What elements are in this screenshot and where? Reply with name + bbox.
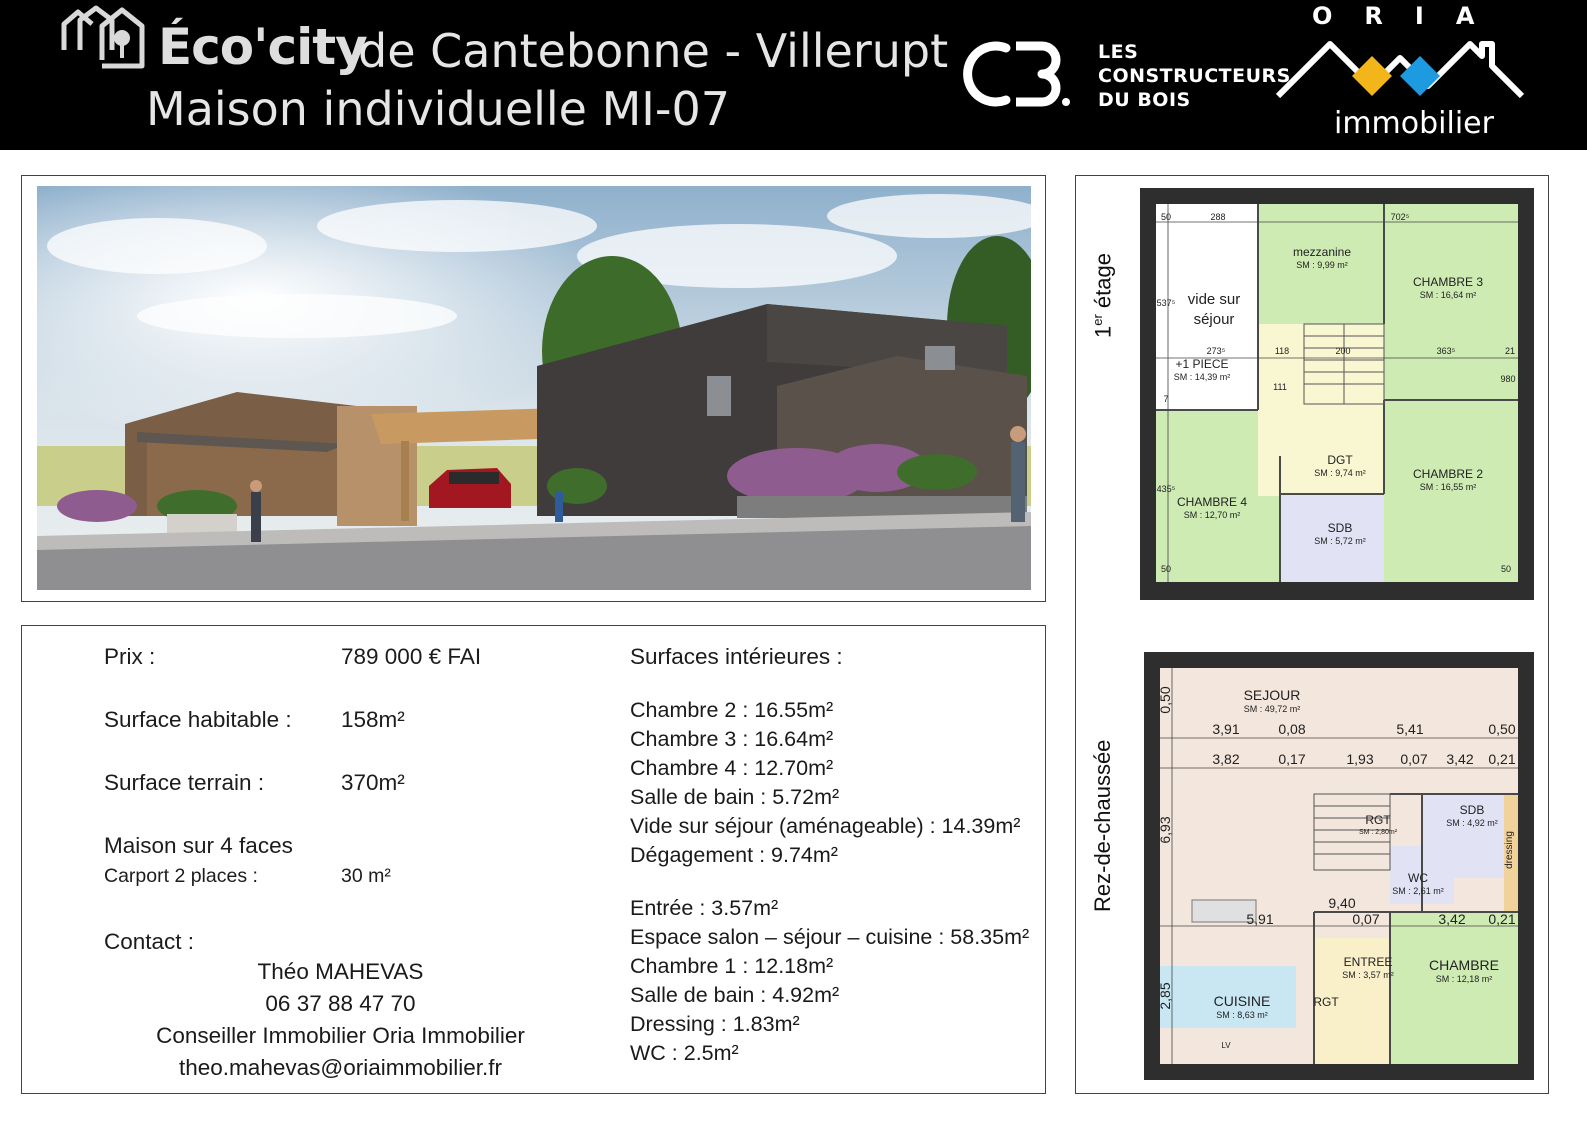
room-cuisine-sm: SM : 8,63 m² [1216, 1010, 1268, 1020]
room-mezzanine: mezzanine [1292, 245, 1352, 259]
house-type: Maison sur 4 faces [104, 833, 293, 858]
dim-upper-4: 537⁵ [1156, 298, 1176, 308]
room-vide-1: vide sur [1187, 291, 1241, 308]
living-area-value: 158m² [341, 707, 405, 732]
dim-ground-6: 3,82 [1212, 751, 1240, 767]
surfaces-list [630, 696, 1029, 1068]
dim-ground-1: 0,50 [1157, 686, 1173, 714]
constructeurs-bois-text [1098, 40, 1291, 112]
room-sejour-sm: SM : 49,72 m² [1243, 704, 1301, 714]
carport-label: Carport 2 places : [104, 865, 258, 887]
dim-ground-11: 0,21 [1488, 751, 1516, 767]
constructeurs-bois-logo [958, 34, 1076, 114]
surface-ground-4: Salle de bain : 4.92m² [630, 983, 840, 1007]
surface-ground-5: Dressing : 1.83m² [630, 1012, 800, 1036]
room-entree: ENTREE [1343, 955, 1393, 969]
dim-ground-12: 6,93 [1157, 816, 1173, 844]
surface-ground-2: Espace salon – séjour – cuisine : 58.35m² [630, 925, 1030, 949]
room-sdb-upper-sm: SM : 5,72 m² [1314, 536, 1366, 546]
room-sdb-ground: SDB [1459, 803, 1485, 817]
oria-subtitle: immobilier [1334, 106, 1494, 141]
room-ch3-sm: SM : 16,64 m² [1419, 290, 1477, 300]
room-dgt-sm: SM : 9,74 m² [1314, 468, 1366, 478]
dim-ground-4: 5,41 [1396, 721, 1424, 737]
dim-ground-2: 3,91 [1212, 721, 1240, 737]
room-piece-sm: SM : 14,39 m² [1173, 372, 1231, 382]
house-title: Maison individuelle MI-07 [146, 82, 730, 136]
dim-upper-8: 363⁵ [1436, 346, 1456, 356]
dim-ground-10: 3,42 [1446, 751, 1474, 767]
dim-ground-13: 9,40 [1328, 895, 1356, 911]
surface-upper-6: Dégagement : 9.74m² [630, 843, 838, 867]
dim-ground-14: 5,91 [1246, 911, 1274, 927]
ground-floor-plan [1142, 650, 1536, 1082]
cb-line-1: LES [1098, 41, 1139, 63]
room-dgt: DGT [1327, 453, 1353, 467]
list-gap [630, 870, 1029, 894]
dim-upper-12: 7 [1163, 394, 1169, 404]
header-banner [0, 0, 1587, 150]
dim-ground-17: 0,21 [1488, 911, 1516, 927]
dim-upper-13: 435⁵ [1156, 484, 1176, 494]
info-panel [21, 625, 1046, 1094]
surfaces-title: Surfaces intérieures : [630, 644, 843, 669]
dim-upper-3: 702⁵ [1390, 212, 1410, 222]
room-vide-2: séjour [1193, 311, 1235, 328]
room-ch4-sm: SM : 12,70 m² [1183, 510, 1241, 520]
land-area-label: Surface terrain : [104, 770, 265, 795]
room-lv: LV [1221, 1041, 1231, 1050]
dim-upper-14: 50 [1160, 564, 1172, 574]
dim-upper-2: 288 [1210, 212, 1226, 222]
living-area-label: Surface habitable : [104, 707, 292, 732]
price-label: Prix : [104, 644, 156, 669]
price-value: 789 000 € FAI [341, 644, 482, 669]
dim-upper-11: 980 [1500, 374, 1516, 384]
room-rgt: RGT [1365, 813, 1391, 827]
dim-ground-5: 0,50 [1488, 721, 1516, 737]
contact-label: Contact : [104, 929, 195, 954]
oria-name: ORIA [1312, 2, 1507, 30]
floor-plans-panel [1075, 175, 1549, 1094]
surface-upper-3: Chambre 4 : 12.70m² [630, 756, 834, 780]
dim-upper-10: 111 [1273, 382, 1287, 392]
carport-value: 30 m² [341, 865, 391, 887]
room-rgt-sm: SM : 2,80m² [1358, 829, 1398, 836]
dim-ground-3: 0,08 [1278, 721, 1306, 737]
dim-ground-15: 0,07 [1352, 911, 1380, 927]
surface-ground-1: Entrée : 3.57m² [630, 896, 779, 920]
brand-name: Éco'city [158, 18, 367, 76]
cb-line-3: DU BOIS [1098, 89, 1191, 111]
surface-ground-6: WC : 2.5m² [630, 1041, 739, 1065]
room-wc-sm: SM : 2,61 m² [1392, 886, 1444, 896]
room-wc: WC [1408, 871, 1428, 885]
room-cuisine: CUISINE [1213, 993, 1271, 1009]
room-entree-sm: SM : 3,57 m² [1342, 970, 1394, 980]
land-area-value: 370m² [341, 770, 405, 795]
room-chambre: CHAMBRE [1428, 957, 1500, 973]
room-ch3: CHAMBRE 3 [1412, 275, 1484, 289]
oria-roof-logo [1276, 36, 1526, 108]
contact-block [118, 956, 563, 1084]
dim-ground-16: 3,42 [1438, 911, 1466, 927]
room-sejour: SEJOUR [1243, 687, 1301, 703]
dim-upper-5: 273⁵ [1206, 346, 1226, 356]
dim-ground-18: 2,85 [1157, 982, 1173, 1010]
surface-ground-3: Chambre 1 : 12.18m² [630, 954, 834, 978]
surface-upper-5: Vide sur séjour (aménageable) : 14.39m² [630, 814, 1021, 838]
rendering-frame [21, 175, 1046, 602]
room-mezzanine-sm: SM : 9,99 m² [1296, 260, 1348, 270]
room-ch2: CHAMBRE 2 [1412, 467, 1484, 481]
upper-floor-plan [1138, 186, 1536, 602]
room-ch2-sm: SM : 16,55 m² [1419, 482, 1477, 492]
contact-email[interactable]: theo.mahevas@oriaimmobilier.fr [179, 1055, 502, 1080]
dim-upper-6: 118 [1274, 346, 1290, 356]
surface-upper-2: Chambre 3 : 16.64m² [630, 727, 834, 751]
room-ch4: CHAMBRE 4 [1176, 495, 1248, 509]
dim-upper-7: 200 [1335, 346, 1351, 356]
dim-upper-15: 50 [1500, 564, 1512, 574]
project-name: de Cantebonne - Villerupt [358, 24, 949, 78]
dim-ground-8: 1,93 [1346, 751, 1374, 767]
room-dressing: dressing [1504, 831, 1515, 869]
room-sdb-upper: SDB [1327, 521, 1353, 535]
room-chambre-sm: SM : 12,18 m² [1435, 974, 1493, 984]
surface-upper-1: Chambre 2 : 16.55m² [630, 698, 834, 722]
surface-upper-4: Salle de bain : 5.72m² [630, 785, 840, 809]
contact-role: Conseiller Immobilier Oria Immobilier [156, 1023, 525, 1048]
room-piece: +1 PIECE [1175, 357, 1229, 371]
room-rgt-2: RGT [1313, 995, 1339, 1009]
dim-upper-1: 50 [1160, 212, 1172, 222]
house-rendering-illustration [37, 186, 1031, 590]
dim-ground-9: 0,07 [1400, 751, 1428, 767]
contact-phone[interactable]: 06 37 88 47 70 [265, 991, 416, 1016]
dim-ground-7: 0,17 [1278, 751, 1306, 767]
contact-name: Théo MAHEVAS [257, 959, 424, 984]
upper-floor-label: 1er étage [1090, 253, 1116, 338]
ground-floor-label: Rez-de-chaussée [1090, 739, 1115, 912]
house-rendering [37, 186, 1031, 590]
cb-line-2: CONSTRUCTEURS [1098, 65, 1291, 87]
dim-upper-9: 21 [1504, 346, 1516, 356]
room-sdb-ground-sm: SM : 4,92 m² [1446, 818, 1498, 828]
